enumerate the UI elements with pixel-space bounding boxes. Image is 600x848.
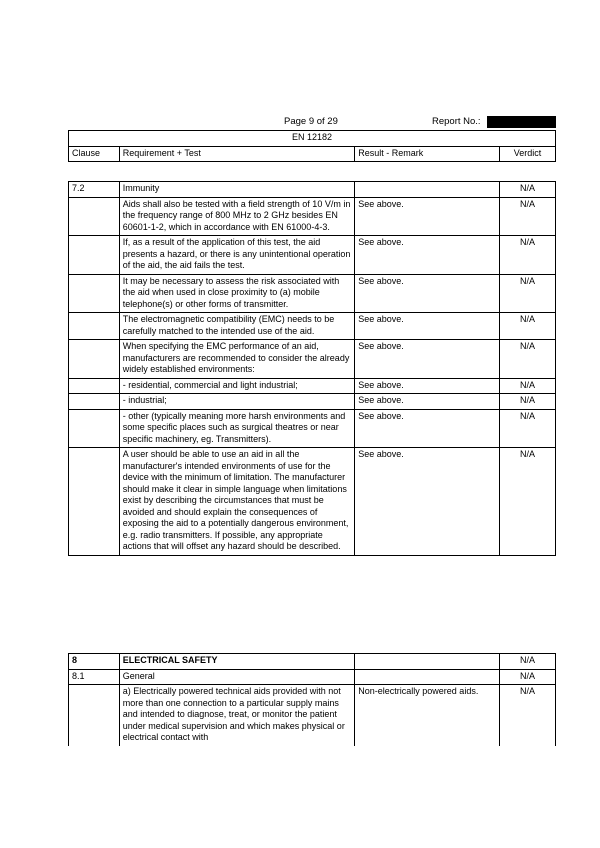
col-clause-header: Clause bbox=[69, 146, 120, 162]
table-row bbox=[69, 378, 556, 394]
result-cell: Non-electrically powered aids. bbox=[355, 685, 500, 746]
result-cell: See above. bbox=[355, 394, 500, 410]
verdict-cell: N/A bbox=[499, 409, 555, 448]
result-cell bbox=[355, 669, 500, 685]
clause-cell bbox=[69, 197, 120, 236]
verdict-cell: N/A bbox=[499, 313, 555, 340]
clause-8-table bbox=[68, 653, 556, 746]
standard-row bbox=[69, 131, 556, 147]
verdict-cell: N/A bbox=[499, 669, 555, 685]
result-cell: See above. bbox=[355, 448, 500, 556]
verdict-cell: N/A bbox=[499, 197, 555, 236]
clause-cell bbox=[69, 409, 120, 448]
redacted-report-number bbox=[487, 116, 556, 128]
result-cell: See above. bbox=[355, 236, 500, 275]
verdict-cell: N/A bbox=[499, 274, 555, 313]
table-row bbox=[69, 236, 556, 275]
table-row bbox=[69, 340, 556, 379]
requirement-cell: a) Electrically powered technical aids provided with not more than one connection to a particular supply mains and intended to diagnose, treat, or monitor the patient under medical supervision and which makes physical or electrical contact with bbox=[119, 685, 355, 746]
requirement-cell: ELECTRICAL SAFETY bbox=[119, 654, 355, 670]
clause-cell bbox=[69, 378, 120, 394]
verdict-cell: N/A bbox=[499, 236, 555, 275]
table-row bbox=[69, 394, 556, 410]
result-cell: See above. bbox=[355, 409, 500, 448]
table-row bbox=[69, 669, 556, 685]
verdict-cell: N/A bbox=[499, 448, 555, 556]
column-header-row bbox=[69, 146, 556, 162]
requirement-cell: If, as a result of the application of this test, the aid presents a hazard, or there is any unintentional operation of the aid, the aid fails the test. bbox=[119, 236, 355, 275]
header-table bbox=[68, 130, 556, 162]
clause-cell: 8 bbox=[69, 654, 120, 670]
requirement-cell: A user should be able to use an aid in all the manufacturer's intended environments of use for the device with the minimum of limitation. The manufacturer should make it clear in simple language when limitations exist by describing the circumstances that must be avoided and should explain the consequences of exposing the aid to a potentially dangerous environment, e.g. radio transmitters. If possible, any appropriate actions that will offset any hazard should be described. bbox=[119, 448, 355, 556]
result-cell bbox=[355, 654, 500, 670]
clause-cell bbox=[69, 685, 120, 746]
requirement-cell: Immunity bbox=[119, 182, 355, 198]
requirement-cell: - industrial; bbox=[119, 394, 355, 410]
standard-title: EN 12182 bbox=[69, 131, 556, 147]
table-row bbox=[69, 448, 556, 556]
result-cell: See above. bbox=[355, 197, 500, 236]
clause-cell bbox=[69, 448, 120, 556]
clause-cell: 7.2 bbox=[69, 182, 120, 198]
result-cell: See above. bbox=[355, 313, 500, 340]
col-verdict-header: Verdict bbox=[499, 146, 555, 162]
page-number: Page 9 of 29 bbox=[284, 116, 338, 127]
col-requirement-header: Requirement + Test bbox=[119, 146, 355, 162]
requirement-cell: When specifying the EMC performance of an aid, manufacturers are recommended to consider the already widely established environments: bbox=[119, 340, 355, 379]
page-header bbox=[68, 116, 556, 130]
verdict-cell: N/A bbox=[499, 378, 555, 394]
clause-cell bbox=[69, 394, 120, 410]
requirement-cell: It may be necessary to assess the risk associated with the aid when used in close proximity to (a) mobile telephone(s) or other forms of transmitter. bbox=[119, 274, 355, 313]
table-row bbox=[69, 654, 556, 670]
report-number-label: Report No.: bbox=[432, 116, 481, 127]
requirement-cell: General bbox=[119, 669, 355, 685]
clause-cell bbox=[69, 274, 120, 313]
requirement-cell: - other (typically meaning more harsh environments and some specific places such as surgical theatres or near specific machinery, eg. Transmitters). bbox=[119, 409, 355, 448]
clause-cell bbox=[69, 313, 120, 340]
table-row bbox=[69, 197, 556, 236]
col-result-header: Result - Remark bbox=[355, 146, 500, 162]
verdict-cell: N/A bbox=[499, 685, 555, 746]
verdict-cell: N/A bbox=[499, 340, 555, 379]
clause-cell bbox=[69, 340, 120, 379]
requirement-cell: The electromagnetic compatibility (EMC) needs to be carefully matched to the intended use of the aid. bbox=[119, 313, 355, 340]
verdict-cell: N/A bbox=[499, 394, 555, 410]
verdict-cell: N/A bbox=[499, 654, 555, 670]
clause-7-table bbox=[68, 181, 556, 556]
clause-cell: 8.1 bbox=[69, 669, 120, 685]
table-row bbox=[69, 313, 556, 340]
result-cell: See above. bbox=[355, 274, 500, 313]
clause-cell bbox=[69, 236, 120, 275]
result-cell: See above. bbox=[355, 340, 500, 379]
requirement-cell: - residential, commercial and light industrial; bbox=[119, 378, 355, 394]
result-cell: See above. bbox=[355, 378, 500, 394]
requirement-cell: Aids shall also be tested with a field strength of 10 V/m in the frequency range of 800 MHz to 2 GHz besides EN 60601-1-2, which in accordance with EN 61000-4-3. bbox=[119, 197, 355, 236]
table-row bbox=[69, 182, 556, 198]
table-row bbox=[69, 409, 556, 448]
result-cell bbox=[355, 182, 500, 198]
table-row bbox=[69, 274, 556, 313]
verdict-cell: N/A bbox=[499, 182, 555, 198]
table-row bbox=[69, 685, 556, 746]
